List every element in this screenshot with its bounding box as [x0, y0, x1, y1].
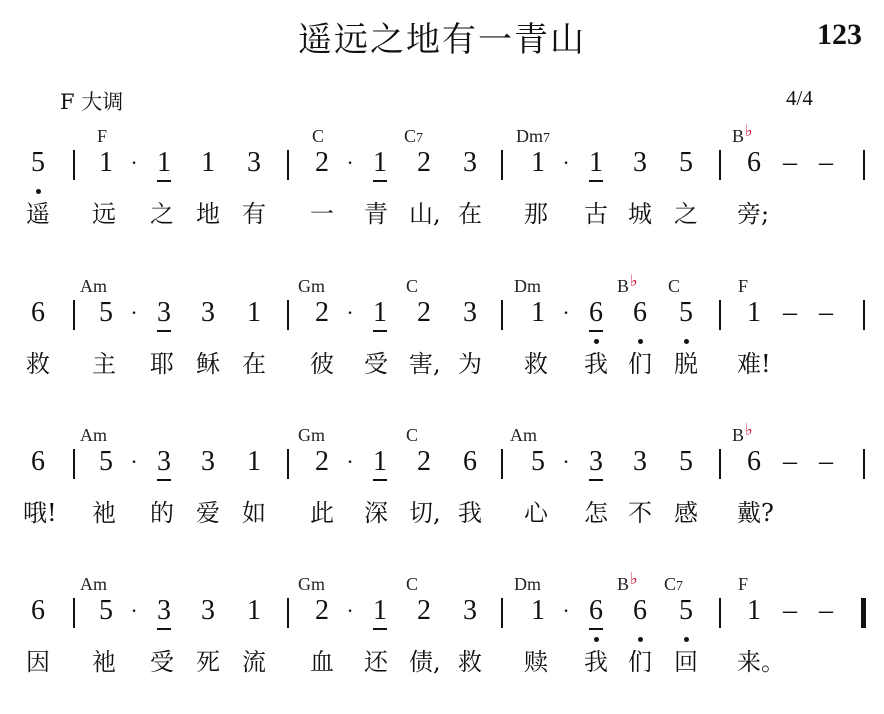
note: 3 [152, 445, 176, 479]
chord-symbol: C [406, 276, 419, 296]
lyric-syllable: 脱 [674, 350, 698, 378]
chord-symbol: Gm [298, 574, 325, 594]
lyric-syllable: 我 [584, 648, 608, 676]
sustain-dash: – [783, 595, 797, 626]
note: 5 [99, 297, 113, 328]
note: 1 [368, 594, 392, 628]
dotted-note-mark: · [130, 598, 138, 623]
note: 2 [315, 147, 329, 178]
barline [719, 598, 721, 628]
lyric-syllable: 远 [92, 200, 116, 228]
chord-symbol: Gm [298, 425, 325, 445]
barline [863, 150, 865, 180]
lyric-syllable: 主 [92, 350, 116, 378]
lyric-syllable: 戴? [737, 499, 774, 527]
chord-symbol: C [312, 126, 325, 146]
chord-symbol: B♭ [732, 123, 753, 146]
barline [719, 150, 721, 180]
sustain-dash: – [783, 147, 797, 178]
note: 3 [201, 297, 215, 328]
lyric-syllable: 彼 [310, 350, 334, 378]
chord-symbol: C [668, 276, 681, 296]
chord-symbol: C [406, 425, 419, 445]
sustain-dash: – [819, 595, 833, 626]
score-line-1 [0, 123, 884, 266]
lyric-syllable: 爱 [196, 499, 220, 527]
lyric-syllable: 死 [196, 648, 220, 676]
score-line-3 [0, 422, 884, 565]
lyric-syllable: 我 [584, 350, 608, 378]
lyric-syllable: 古 [584, 200, 608, 228]
sustain-dash: – [783, 297, 797, 328]
lyric-syllable: 来。 [737, 648, 785, 676]
note: 6 [31, 446, 45, 477]
lyric-syllable: 有 [242, 200, 266, 228]
lyric-syllable: 不 [628, 499, 652, 527]
lyric-syllable: 们 [628, 350, 652, 378]
final-barline [861, 598, 866, 628]
lyric-syllable: 感 [674, 499, 698, 527]
lyric-syllable: 害, [409, 350, 441, 378]
barline [73, 449, 75, 479]
note: 1 [368, 445, 392, 479]
lyric-syllable: 债, [409, 648, 441, 676]
lyric-syllable: 耶 [150, 350, 174, 378]
chord-symbol: Gm [298, 276, 325, 296]
note: 3 [201, 595, 215, 626]
lyric-syllable: 救 [524, 350, 548, 378]
chord-symbol: Am [80, 276, 107, 296]
note: 2 [417, 446, 431, 477]
lyric-syllable: 旁; [737, 200, 770, 228]
note: 6 [584, 594, 608, 628]
barline [73, 598, 75, 628]
chord-symbol: Dm [514, 276, 541, 296]
lyric-syllable: 的 [150, 499, 174, 527]
chord-symbol: C7 [664, 574, 684, 594]
score-line-2 [0, 273, 884, 416]
chord-symbol: C7 [404, 126, 424, 146]
lyric-syllable: 之 [674, 200, 698, 228]
barline [863, 449, 865, 479]
note: 1 [531, 147, 545, 178]
dotted-note-mark: · [130, 449, 138, 474]
lyric-syllable: 山, [409, 200, 441, 228]
dotted-note-mark: · [346, 150, 354, 175]
lyric-syllable: 救 [26, 350, 50, 378]
note: 1 [531, 297, 545, 328]
chord-symbol: Dm [514, 574, 541, 594]
dotted-note-mark: · [130, 150, 138, 175]
note: 1 [247, 297, 261, 328]
note: 3 [584, 445, 608, 479]
dotted-note-mark: · [562, 449, 570, 474]
lyric-syllable: 赎 [524, 648, 548, 676]
lyric-syllable: 城 [628, 200, 652, 228]
lyric-syllable: 此 [310, 499, 334, 527]
barline [501, 150, 503, 180]
lyric-syllable: 如 [242, 499, 266, 527]
lyric-syllable: 之 [150, 200, 174, 228]
note: 1 [247, 595, 261, 626]
note: 6 [584, 296, 608, 330]
note: 2 [417, 595, 431, 626]
lyric-syllable: 为 [458, 350, 482, 378]
note: 1 [747, 297, 761, 328]
note: 3 [463, 595, 477, 626]
chord-symbol: B♭ [617, 571, 638, 594]
lyric-syllable: 那 [524, 200, 548, 228]
note: 1 [247, 446, 261, 477]
dotted-note-mark: · [130, 300, 138, 325]
chord-symbol: Am [80, 574, 107, 594]
note: 3 [633, 147, 647, 178]
barline [287, 150, 289, 180]
lyric-syllable: 切, [409, 499, 441, 527]
barline [719, 300, 721, 330]
chord-symbol: B♭ [617, 273, 638, 296]
lyric-syllable: 祂 [92, 499, 116, 527]
note: 5 [99, 446, 113, 477]
chord-symbol: F [738, 574, 749, 594]
lyric-syllable: 青 [364, 200, 388, 228]
lyric-syllable: 在 [458, 200, 482, 228]
note: 3 [152, 296, 176, 330]
note: 2 [417, 297, 431, 328]
chord-symbol: F [97, 126, 108, 146]
chord-symbol: Am [510, 425, 537, 445]
note: 5 [674, 594, 698, 628]
dotted-note-mark: · [562, 150, 570, 175]
lyric-syllable: 心 [524, 499, 548, 527]
lyric-syllable: 遥 [26, 200, 50, 228]
note: 1 [531, 595, 545, 626]
note: 2 [315, 595, 329, 626]
time-signature: 4/4 [786, 86, 813, 110]
barline [863, 300, 865, 330]
chord-symbol: Dm7 [516, 126, 550, 146]
note: 6 [747, 446, 761, 477]
dotted-note-mark: · [562, 598, 570, 623]
lyric-syllable: 们 [628, 648, 652, 676]
note: 3 [463, 297, 477, 328]
note: 3 [201, 446, 215, 477]
lyric-syllable: 受 [364, 350, 388, 378]
note: 2 [315, 297, 329, 328]
lyric-syllable: 哦! [23, 499, 57, 527]
lyric-syllable: 难! [737, 350, 771, 378]
lyric-syllable: 受 [150, 648, 174, 676]
note: 3 [247, 147, 261, 178]
note: 5 [26, 146, 50, 180]
note: 3 [463, 147, 477, 178]
note: 5 [679, 147, 693, 178]
lyric-syllable: 还 [364, 648, 388, 676]
note: 6 [628, 594, 652, 628]
barline [501, 598, 503, 628]
sustain-dash: – [819, 147, 833, 178]
key-signature: F 大调 [60, 90, 124, 114]
barline [501, 449, 503, 479]
note: 5 [679, 446, 693, 477]
lyric-syllable: 血 [310, 648, 334, 676]
note: 6 [628, 296, 652, 330]
lyric-syllable: 在 [242, 350, 266, 378]
note: 6 [31, 595, 45, 626]
lyric-syllable: 深 [364, 499, 388, 527]
barline [287, 449, 289, 479]
sustain-dash: – [819, 297, 833, 328]
note: 2 [417, 147, 431, 178]
barline [287, 598, 289, 628]
lyric-syllable: 稣 [196, 350, 220, 378]
song-title: 遥远之地有一青山 [298, 20, 586, 60]
note: 3 [633, 446, 647, 477]
barline [73, 150, 75, 180]
note: 6 [747, 147, 761, 178]
lyric-syllable: 流 [242, 648, 266, 676]
barline [287, 300, 289, 330]
note: 6 [31, 297, 45, 328]
note: 6 [463, 446, 477, 477]
note: 1 [368, 146, 392, 180]
barline [501, 300, 503, 330]
lyric-syllable: 怎 [584, 499, 608, 527]
dotted-note-mark: · [346, 598, 354, 623]
lyric-syllable: 祂 [92, 648, 116, 676]
note: 1 [584, 146, 608, 180]
barline [73, 300, 75, 330]
note: 1 [152, 146, 176, 180]
chord-symbol: B♭ [732, 422, 753, 445]
note: 1 [201, 147, 215, 178]
note: 3 [152, 594, 176, 628]
sustain-dash: – [783, 446, 797, 477]
lyric-syllable: 我 [458, 499, 482, 527]
note: 5 [674, 296, 698, 330]
dotted-note-mark: · [346, 300, 354, 325]
dotted-note-mark: · [562, 300, 570, 325]
score-line-4 [0, 571, 884, 714]
note: 5 [99, 595, 113, 626]
note: 2 [315, 446, 329, 477]
lyric-syllable: 一 [310, 200, 334, 228]
dotted-note-mark: · [346, 449, 354, 474]
lyric-syllable: 因 [26, 648, 50, 676]
note: 5 [531, 446, 545, 477]
lyric-syllable: 回 [674, 648, 698, 676]
sustain-dash: – [819, 446, 833, 477]
lyric-syllable: 地 [196, 200, 220, 228]
barline [719, 449, 721, 479]
note: 1 [368, 296, 392, 330]
lyric-syllable: 救 [458, 648, 482, 676]
chord-symbol: C [406, 574, 419, 594]
song-number: 123 [817, 18, 862, 51]
note: 1 [99, 147, 113, 178]
chord-symbol: F [738, 276, 749, 296]
note: 1 [747, 595, 761, 626]
chord-symbol: Am [80, 425, 107, 445]
